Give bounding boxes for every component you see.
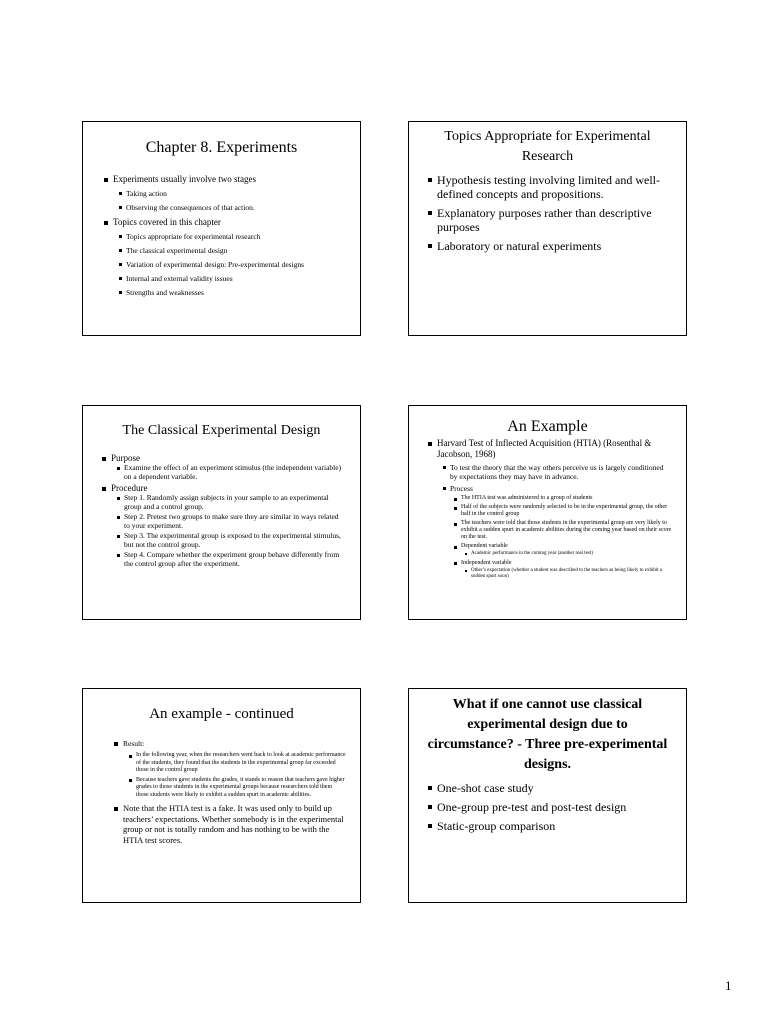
list-item: Explanatory purposes rather than descriptive purposes <box>437 206 672 234</box>
slide-title: An example - continued <box>149 706 294 722</box>
slide-5 <box>82 688 361 903</box>
list-item: Laboratory or natural experiments <box>437 239 672 253</box>
list-item: Process The HTIA test was administered to a group of students Half of the subjects were randomly selected to be in the experimental group, the other half in the control group The teachers were told that those students in the experimental group are very likely to exhibit a sudden spurt in academic abilities during the coming year based on their score on the test. Dependent variable Academic performance in the coming year (another real test) Independent variable Other’s expectation (whether a student was described to the teachers as being likely to exhibit a sudden spurt soon) <box>450 484 672 579</box>
list-item: Other’s expectation (whether a student was described to the teachers as being likely to exhibit a sudden spurt soon) <box>471 568 672 581</box>
list-item: One-shot case study <box>437 781 672 795</box>
slide-4 <box>408 405 687 620</box>
list-item: Taking action <box>126 189 346 198</box>
slide-title: Topics Appropriate for Experimental Research <box>444 129 651 164</box>
list-item: Independent variable Other’s expectation (whether a student was described to the teachers as being likely to exhibit a sudden spurt soon) <box>461 560 672 581</box>
slide-3 <box>82 405 361 620</box>
list-item: Step 3. The experimental group is exposed to the experimental stimulus, but not the control group. <box>124 532 346 549</box>
list-item: Step 4. Compare whether the experiment group behave differently from the control group after the experiment. <box>124 551 346 568</box>
page-number: 1 <box>725 978 732 993</box>
list-item: The HTIA test was administered to a group of students <box>461 495 672 502</box>
list-item: Result: In the following year, when the researchers went back to look at academic performance of the students, they found that the students in the experimental group far exceeded those in the control group Because teachers gave students the grades, it stands to reason that teachers gave higher grades to those students in the experimental groups because researchers told them those students were likely to exhibit a sudden spurt in academic abilities. <box>123 739 346 798</box>
list-item: Note that the HTIA test is a fake. It was used only to build up teachers’ expectations. Whether somebody is in the experimental group or not is totally random and has nothing to be with the HTIA test scores. <box>123 803 346 845</box>
list-item: Strengths and weaknesses <box>126 288 346 297</box>
list-item: One-group pre-test and post-test design <box>437 800 672 814</box>
slide-2 <box>408 121 687 336</box>
list-item: Topics appropriate for experimental research <box>126 232 346 241</box>
list-item: In the following year, when the researchers went back to look at academic performance of the students, they found that the students in the experimental group far exceeded those in the control group <box>136 752 346 773</box>
list-item: Variation of experimental design: Pre-experimental designs <box>126 260 346 269</box>
list-item: Purpose Examine the effect of an experiment stimulus (the independent variable) on a dependent variable. <box>111 453 346 481</box>
list-item: Step 1. Randomly assign subjects in your sample to an experimental group and a control group. <box>124 494 346 511</box>
list-item: Internal and external validity issues <box>126 274 346 283</box>
list-item: The classical experimental design <box>126 246 346 255</box>
list-item: Academic performance in the coming year (another real test) <box>471 551 672 558</box>
list-item: Step 2. Pretest two groups to make sure they are similar in ways related to your experiment. <box>124 513 346 530</box>
slide-1 <box>82 121 361 336</box>
list-item: To test the theory that the way others perceive us is largely conditioned by expectations they may have in advance. <box>450 463 672 481</box>
bullet-list <box>109 739 346 845</box>
bullet-list <box>99 174 346 297</box>
list-item: Dependent variable Academic performance in the coming year (another real test) <box>461 543 672 558</box>
bullet-list <box>97 453 346 568</box>
bullet-list <box>423 781 672 833</box>
list-item: Topics covered in this chapter Topics appropriate for experimental research The classical experimental design Variation of experimental design: Pre-experimental designs Internal and external validity issues Strengths and weaknesses <box>113 217 346 297</box>
list-item: Harvard Test of Inflected Acquisition (HTIA) (Rosenthal & Jacobson, 1968) To test the theory that the way others perceive us is largely conditioned by expectations they may have in advance. Process The HTIA test was administered to a group of students Half of the subjects were randomly selected to be in the experimental group, the other half in the control group The teachers were told that those students in the experimental group are very likely to exhibit a sudden spurt in academic abilities during the coming year based on their score on the test. Dependent variable Academic performance in the coming year (another real test) Independent variable Other’s expectation (whether a student was described to the teachers as being likely to exhibit a sudden spurt soon) <box>437 438 672 579</box>
slide-title: An Example <box>507 418 588 435</box>
list-item: Hypothesis testing involving limited and well-defined concepts and propositions. <box>437 173 672 201</box>
list-item: The teachers were told that those students in the experimental group are very likely to exhibit a sudden spurt in academic abilities during the coming year based on their score on the test. <box>461 520 672 540</box>
list-item: Procedure Step 1. Randomly assign subjects in your sample to an experimental group and a control group. Step 2. Pretest two groups to make sure they are similar in ways related to your experiment. Step 3. The experimental group is exposed to the experimental stimulus, but not the control group. Step 4. Compare whether the experiment group behave differently from the control group after the experiment. <box>111 483 346 568</box>
list-item: Observing the consequences of that action. <box>126 203 346 212</box>
list-item: Examine the effect of an experiment stimulus (the independent variable) on a dependent variable. <box>124 464 346 481</box>
list-item: Experiments usually involve two stages Taking action Observing the consequences of that action. <box>113 174 346 212</box>
list-item: Because teachers gave students the grades, it stands to reason that teachers gave higher grades to those students in the experimental groups because researchers told them those students were likely to exhibit a sudden spurt in academic abilities. <box>136 776 345 798</box>
bullet-list <box>423 173 672 253</box>
list-item: Static-group comparison <box>437 819 672 833</box>
list-item: Half of the subjects were randomly selected to be in the experimental group, the other half in the control group <box>461 504 672 518</box>
slide-title: What if one cannot use classical experimental design due to circumstance? - Three pre-experimental designs. <box>427 697 668 772</box>
slide-6 <box>408 688 687 903</box>
slide-title: The Classical Experimental Design <box>122 423 321 438</box>
bullet-list <box>423 438 672 581</box>
slide-title: Chapter 8. Experiments <box>145 139 298 156</box>
